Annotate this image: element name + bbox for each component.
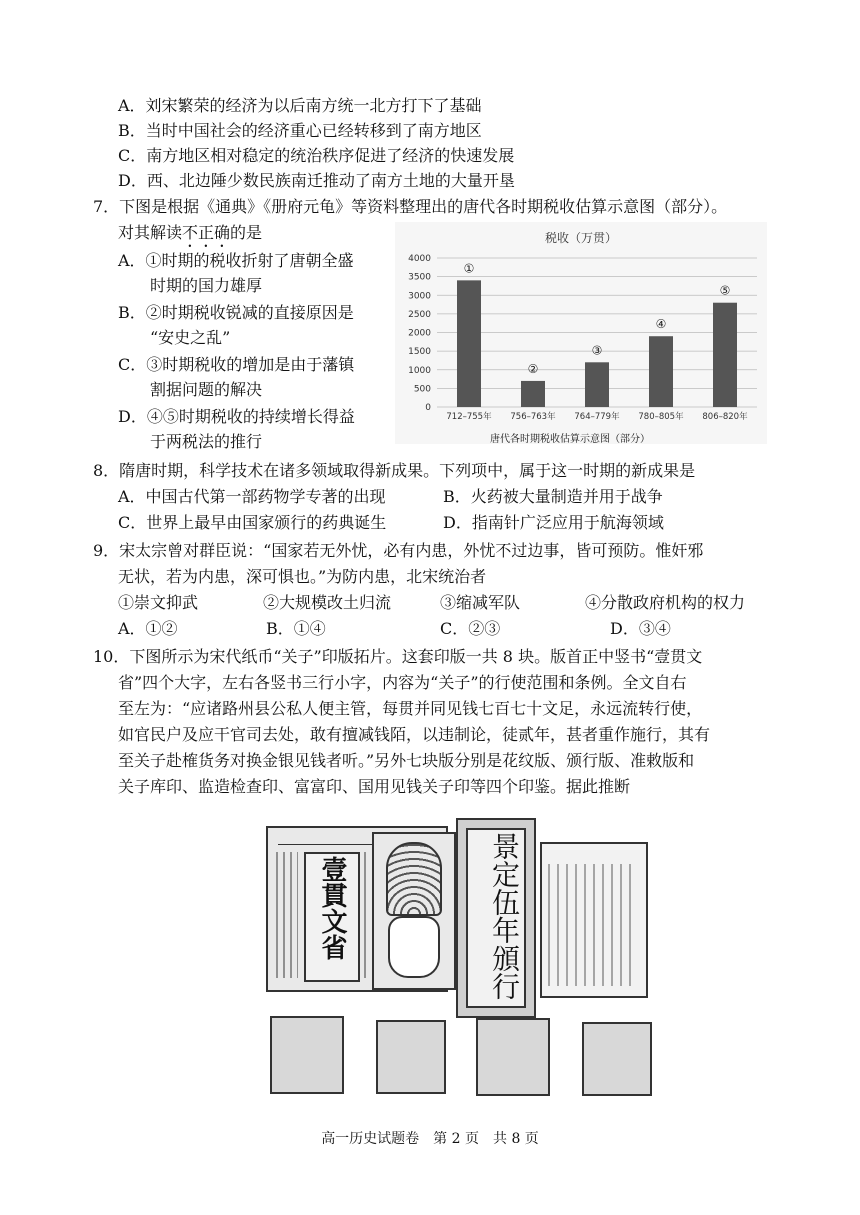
q7-option-c: C．③时期税收的增加是由于藩镇: [118, 355, 355, 374]
y-tick-label: 2500: [408, 309, 431, 320]
chart-caption: 唐代各时期税收估算示意图（部分）: [490, 434, 650, 445]
y-tick-label: 4000: [408, 254, 431, 264]
bar-label: ③: [591, 343, 603, 358]
tax-chart-svg: [395, 222, 767, 444]
q6-option-a: A．刘宋繁荣的经济为以后南方统一北方打下了基础: [118, 96, 482, 115]
q10-line-5: 至关子赴榷货务对换金银见钱者听。”另外七块版分别是花纹版、颁行版、准敕版和: [118, 751, 695, 770]
q6-option-b: B．当时中国社会的经济重心已经转移到了南方地区: [118, 121, 482, 140]
plate-issue-text: 景定伍年頒行: [488, 832, 521, 1000]
bar-label: ⑤: [719, 283, 731, 298]
q6-option-d: D．西、北边陲少数民族南迁推动了南方土地的大量开垦: [118, 171, 515, 190]
y-tick-label: 500: [413, 384, 431, 395]
x-tick-label: 764–779年: [574, 412, 620, 422]
q7-prompt-post: 的是: [230, 223, 263, 242]
q9-option-c: C．②③: [440, 619, 501, 638]
bar: [457, 280, 481, 407]
bar-label: ④: [655, 317, 667, 332]
q8-stem: 8．隋唐时期，科学技术在诸多领域取得新成果。下列项中，属于这一时期的新成果是: [93, 461, 696, 480]
y-tick-label: 2000: [408, 328, 431, 339]
y-tick-label: 3000: [408, 291, 431, 302]
q9-stem-1: 9．宋太宗曾对群臣说：“国家若无外忧，必有内患，外忧不过边事，皆可预防。惟奸邪: [93, 541, 704, 560]
y-tick-label: 1000: [408, 365, 431, 376]
y-tick-label: 0: [425, 403, 431, 413]
x-tick-label: 806–820年: [702, 412, 748, 422]
q7-option-b: B．②时期税收锐减的直接原因是: [118, 303, 354, 322]
bar: [713, 303, 737, 407]
q9-option-a: A．①②: [118, 619, 178, 638]
q9-item-4: ④分散政府机构的权力: [585, 593, 746, 612]
y-tick-label: 1500: [408, 347, 431, 358]
q7-prompt-pre: 对其解读: [118, 223, 183, 242]
q8-option-a: A．中国古代第一部药物学专著的出现: [118, 487, 386, 506]
q10-line-2: 省”四个大字，左右各竖书三行小字，内容为“关子”的行使范围和条例。全文自右: [118, 673, 687, 692]
bar: [649, 336, 673, 407]
q9-stem-2: 无状，若为内患，深可惧也。”为防内患，北宋统治者: [118, 567, 487, 586]
q7-option-a: A．①时期的税收折射了唐朝全盛: [118, 251, 354, 270]
q8-option-d: D．指南针广泛应用于航海领域: [443, 513, 664, 532]
q10-line-3: 至左为：“应诸路州县公私人便主管，每贯并同见钱七百七十文足，永远流转行使，: [118, 699, 703, 718]
x-tick-label: 780–805年: [638, 412, 684, 422]
bar-label: ②: [527, 361, 539, 376]
plate-pattern-panel: [372, 832, 456, 990]
x-tick-label: 756–763年: [510, 412, 556, 422]
q7-option-a-cont: 时期的国力雄厚: [118, 276, 263, 295]
tax-chart: [395, 222, 767, 444]
q7-option-b-cont: “安史之乱”: [118, 328, 231, 347]
plate-issue-panel: [456, 818, 536, 1018]
y-tick-label: 3500: [408, 272, 431, 283]
q9-item-2: ②大规模改土归流: [263, 593, 392, 612]
q7-option-c-cont: 割据问题的解决: [118, 380, 263, 399]
q10-line-1: 10．下图所示为宋代纸币“关子”印版拓片。这套印版一共 8 块。版首正中竖书“壹贯文: [93, 647, 703, 666]
q9-item-1: ①崇文抑武: [118, 593, 199, 612]
seal-4: [582, 1022, 652, 1096]
chart-title: 税收（万贯）: [544, 231, 618, 245]
q7-prompt: [118, 222, 262, 251]
page-footer: 高一历史试题卷 第 2 页 共 8 页: [321, 1131, 539, 1147]
plate-main-text: 壹貫文省: [317, 856, 347, 960]
bar: [585, 362, 609, 407]
q7-prompt-emphasis: 不正确: [182, 223, 231, 242]
q6-option-c: C．南方地区相对稳定的统治秩序促进了经济的快速发展: [118, 146, 515, 165]
seal-2: [376, 1020, 446, 1094]
seal-3: [476, 1018, 550, 1096]
q8-option-c: C．世界上最早由国家颁行的药典诞生: [118, 513, 387, 532]
q9-option-d: D．③④: [610, 619, 671, 638]
q8-option-b: B．火药被大量制造并用于战争: [443, 487, 663, 506]
q7-option-d-cont: 于两税法的推行: [118, 432, 263, 451]
q9-item-3: ③缩减军队: [440, 593, 521, 612]
q10-line-4: 如官民户及应干官司去处，敢有擅减钱陌，以违制论，徒贰年，甚者重作施行，其有: [118, 725, 711, 744]
bar-label: ①: [463, 261, 475, 276]
plate-decree-panel: [540, 842, 648, 998]
q7-option-d: D．④⑤时期税收的持续增长得益: [118, 407, 355, 426]
q7-stem: 7．下图是根据《通典》《册府元龟》等资料整理出的唐代各时期税收估算示意图（部分）。: [93, 197, 728, 216]
q9-option-b: B．①④: [266, 619, 326, 638]
q10-line-6: 关子库印、监造检查印、富富印、国用见钱关子印等四个印鉴。据此推断: [118, 777, 631, 796]
bar: [521, 381, 545, 407]
x-tick-label: 712–755年: [446, 412, 492, 422]
seal-1: [270, 1016, 344, 1094]
